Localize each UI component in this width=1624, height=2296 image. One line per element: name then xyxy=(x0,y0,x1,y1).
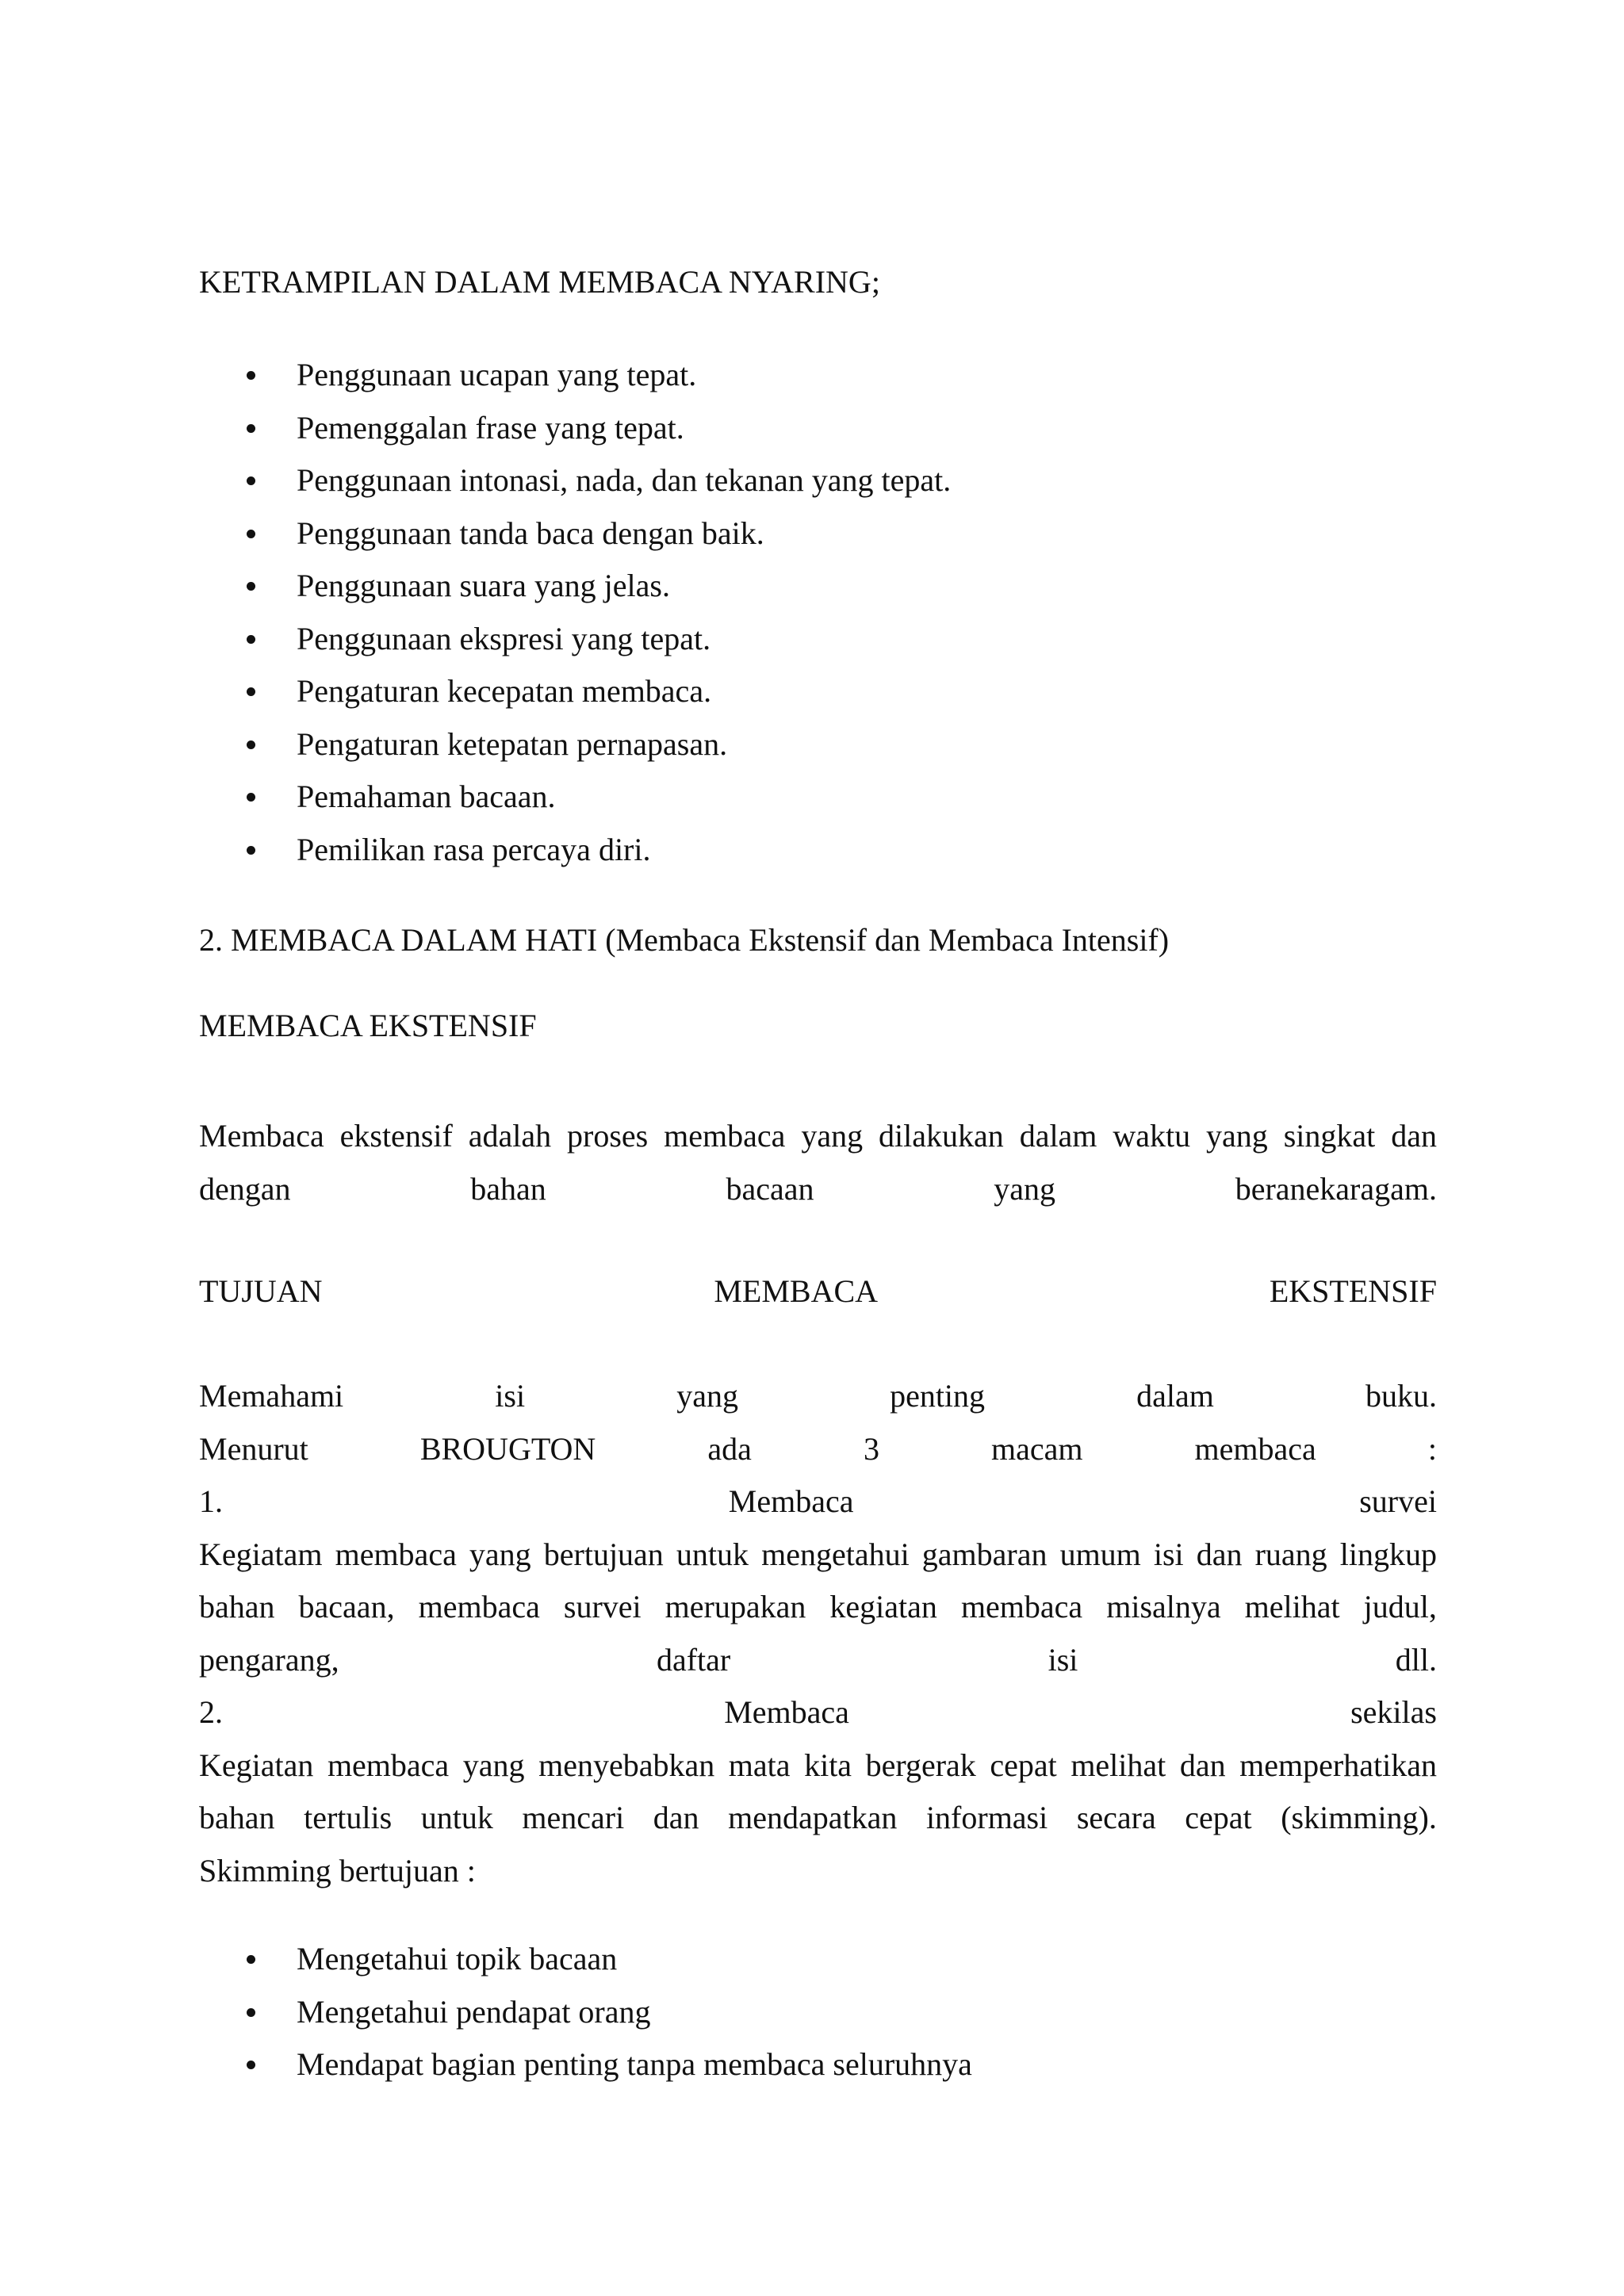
word: : xyxy=(1427,1430,1437,1467)
bullet-icon xyxy=(247,2061,255,2069)
word: daftar xyxy=(656,1641,731,1678)
word: bahan xyxy=(470,1170,546,1207)
bullet-icon xyxy=(247,740,255,749)
menurut-broughton-line xyxy=(199,1423,1437,1476)
membaca-sekilas-heading xyxy=(199,1686,1437,1739)
word: informasi xyxy=(925,1800,1048,1835)
word: survei xyxy=(563,1589,642,1624)
keterampilan-nyaring-item xyxy=(0,560,1624,613)
word: pengarang, xyxy=(199,1641,339,1678)
word: dan xyxy=(1196,1536,1243,1572)
keterampilan-nyaring-item-label: Penggunaan intonasi, nada, dan tekanan yang tepat. xyxy=(297,462,952,498)
word: BROUGTON xyxy=(419,1430,596,1467)
word: TUJUAN xyxy=(199,1273,323,1309)
word: beranekaragam. xyxy=(1235,1170,1437,1207)
word: dll. xyxy=(1395,1641,1437,1678)
word: survei xyxy=(1359,1483,1437,1519)
word: tertulis xyxy=(304,1800,393,1835)
word: EKSTENSIF xyxy=(1269,1273,1437,1309)
survei-line-2 xyxy=(199,1581,1437,1634)
list-keterampilan-nyaring xyxy=(0,349,1624,876)
word: bergerak xyxy=(865,1747,976,1783)
bullet-icon xyxy=(247,424,255,433)
word: waktu xyxy=(1113,1118,1191,1154)
tujuan-skimming-item-label: Mengetahui topik bacaan xyxy=(297,1941,618,1976)
word: judul, xyxy=(1363,1589,1437,1624)
word: mata xyxy=(728,1747,791,1783)
keterampilan-nyaring-item xyxy=(0,349,1624,402)
bullet-icon xyxy=(247,793,255,802)
word: Kegiatam xyxy=(199,1536,323,1572)
tujuan-skimming-item-label: Mengetahui pendapat orang xyxy=(297,1993,651,2030)
heading-membaca-ekstensif: MEMBACA EKSTENSIF xyxy=(199,1008,537,1043)
tujuan-skimming-item xyxy=(0,2038,1624,2091)
word: proses xyxy=(567,1118,649,1154)
keterampilan-nyaring-item-label: Pemenggalan frase yang tepat. xyxy=(297,409,684,446)
bullet-icon xyxy=(247,371,255,380)
word: Memahami xyxy=(199,1378,344,1414)
word: membaca xyxy=(335,1536,457,1572)
definisi-line-1 xyxy=(199,1110,1437,1163)
word: lingkup xyxy=(1339,1536,1437,1572)
bullet-icon xyxy=(247,846,255,855)
word: umum xyxy=(1059,1536,1141,1572)
keterampilan-nyaring-item xyxy=(0,718,1624,771)
word: membaca xyxy=(1194,1430,1316,1467)
survei-line-1 xyxy=(199,1529,1437,1582)
word: membaca xyxy=(327,1747,450,1783)
word: dengan xyxy=(199,1170,291,1207)
definisi-line-2 xyxy=(199,1163,1437,1216)
tujuan-skimming-item-label: Mendapat bagian penting tanpa membaca seluruhnya xyxy=(297,2046,972,2082)
word: kegiatan xyxy=(829,1589,937,1624)
heading-membaca-dalam-hati: 2. MEMBACA DALAM HATI (Membaca Ekstensif dan Membaca Intensif) xyxy=(199,922,1170,958)
keterampilan-nyaring-item-label: Penggunaan ekspresi yang tepat. xyxy=(297,620,711,656)
list-tujuan-skimming xyxy=(0,1933,1624,2091)
word: bahan xyxy=(199,1800,275,1835)
tujuan-skimming-item xyxy=(0,1933,1624,1986)
word: (skimming). xyxy=(1281,1800,1437,1835)
word: yang xyxy=(676,1378,738,1414)
word: merupakan xyxy=(665,1589,806,1624)
word: misalnya xyxy=(1106,1589,1221,1624)
tujuan-skimming-item xyxy=(0,1986,1624,2039)
word: sekilas xyxy=(1350,1694,1437,1730)
word: yang xyxy=(462,1747,525,1783)
word: Membaca xyxy=(724,1694,849,1730)
word: membaca xyxy=(960,1589,1083,1624)
word: bahan xyxy=(199,1589,275,1624)
membaca-survei-heading xyxy=(199,1475,1437,1529)
word: dilakukan xyxy=(879,1118,1004,1154)
bullet-icon xyxy=(247,635,255,644)
word: Kegiatan xyxy=(199,1747,314,1783)
word: untuk xyxy=(420,1800,493,1835)
sekilas-line-3: Skimming bertujuan : xyxy=(199,1852,476,1888)
word: singkat xyxy=(1283,1118,1376,1154)
keterampilan-nyaring-item xyxy=(0,771,1624,824)
keterampilan-nyaring-item-label: Pengaturan kecepatan membaca. xyxy=(297,673,712,709)
word: dalam xyxy=(1019,1118,1097,1154)
word: untuk xyxy=(676,1536,749,1572)
keterampilan-nyaring-item-label: Pengaturan ketepatan pernapasan. xyxy=(297,725,728,762)
bullet-icon xyxy=(247,2008,255,2017)
word: dan xyxy=(1179,1747,1226,1783)
word: 1. xyxy=(199,1483,223,1519)
word: melihat xyxy=(1244,1589,1340,1624)
word: melihat xyxy=(1071,1747,1166,1783)
word: 3 xyxy=(863,1430,879,1467)
bullet-icon xyxy=(247,1955,255,1964)
word: membaca xyxy=(664,1118,786,1154)
word: ada xyxy=(707,1430,752,1467)
word: bacaan xyxy=(726,1170,814,1207)
word: mendapatkan xyxy=(728,1800,898,1835)
word: mencari xyxy=(522,1800,625,1835)
bullet-icon xyxy=(247,687,255,696)
keterampilan-nyaring-item xyxy=(0,665,1624,718)
word: yang xyxy=(1206,1118,1268,1154)
keterampilan-nyaring-item xyxy=(0,507,1624,561)
word: buku. xyxy=(1365,1378,1437,1414)
survei-line-3 xyxy=(199,1634,1437,1687)
keterampilan-nyaring-item-label: Penggunaan ucapan yang tepat. xyxy=(297,357,697,392)
word: dan xyxy=(1391,1118,1437,1154)
bullet-icon xyxy=(247,582,255,591)
word: kita xyxy=(804,1747,852,1783)
memahami-line xyxy=(199,1370,1437,1423)
word: ruang xyxy=(1254,1536,1327,1572)
sekilas-line-2 xyxy=(199,1792,1437,1845)
word: isi xyxy=(1048,1641,1078,1678)
keterampilan-nyaring-item xyxy=(0,824,1624,877)
sekilas-line-1 xyxy=(199,1739,1437,1793)
word: gambaran xyxy=(921,1536,1048,1572)
word: isi xyxy=(495,1378,526,1414)
heading-keterampilan-membaca-nyaring: KETRAMPILAN DALAM MEMBACA NYARING; xyxy=(199,264,880,300)
word: bertujuan xyxy=(543,1536,664,1572)
keterampilan-nyaring-item-label: Pemahaman bacaan. xyxy=(297,779,556,814)
keterampilan-nyaring-item-label: Pemilikan rasa percaya diri. xyxy=(297,831,651,867)
word: secara xyxy=(1076,1800,1156,1835)
word: cepat xyxy=(990,1747,1057,1783)
keterampilan-nyaring-item xyxy=(0,613,1624,666)
word: memperhatikan xyxy=(1239,1747,1437,1783)
word: dan xyxy=(653,1800,699,1835)
bullet-icon xyxy=(247,476,255,485)
word: cepat xyxy=(1185,1800,1252,1835)
word: bacaan, xyxy=(298,1589,395,1624)
word: penting xyxy=(890,1378,986,1414)
word: MEMBACA xyxy=(714,1273,879,1309)
keterampilan-nyaring-item xyxy=(0,402,1624,455)
paragraph-memahami-dan-menurut xyxy=(199,1370,1437,1897)
keterampilan-nyaring-item-label: Penggunaan suara yang jelas. xyxy=(297,568,670,603)
word: mengetahui xyxy=(761,1536,910,1572)
keterampilan-nyaring-item-label: Penggunaan tanda baca dengan baik. xyxy=(297,515,764,551)
word: yang xyxy=(801,1118,864,1154)
word: yang xyxy=(994,1170,1055,1207)
word: Membaca xyxy=(199,1118,324,1154)
word: yang xyxy=(469,1536,531,1572)
word: menyebabkan xyxy=(538,1747,715,1783)
word: Menurut xyxy=(199,1430,308,1467)
word: Membaca xyxy=(728,1483,854,1519)
keterampilan-nyaring-item xyxy=(0,454,1624,507)
word: 2. xyxy=(199,1694,223,1730)
word: membaca xyxy=(418,1589,540,1624)
bullet-icon xyxy=(247,530,255,538)
word: isi xyxy=(1153,1536,1184,1572)
word: ekstensif xyxy=(339,1118,453,1154)
paragraph-definisi-ekstensif xyxy=(199,1110,1437,1215)
word: adalah xyxy=(468,1118,552,1154)
heading-tujuan-membaca-ekstensif xyxy=(199,1265,1437,1318)
word: dalam xyxy=(1136,1378,1214,1414)
word: macam xyxy=(990,1430,1083,1467)
